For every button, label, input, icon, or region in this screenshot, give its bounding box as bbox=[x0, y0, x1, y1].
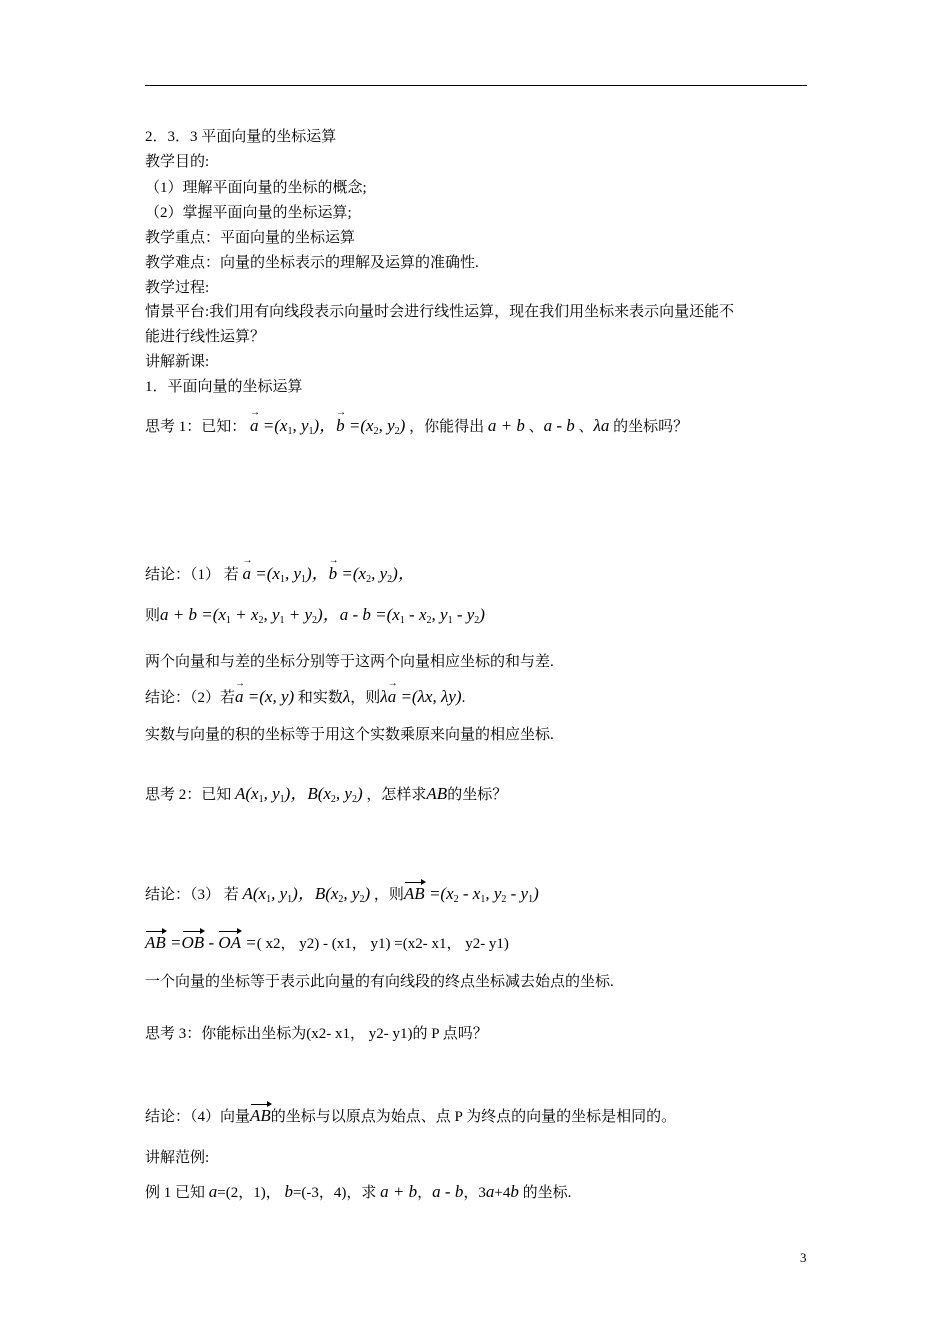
formula-points: $A(x_1$, $y_1$)，$B(x_2$, $y_2$) bbox=[235, 784, 363, 805]
example-1-lead: 例 1 已知 bbox=[145, 1185, 206, 1201]
think-2: 思考 2：已知 $A(x_1$, $y_1$)，$B(x_2$, $y_2$) ，怎样求AB的坐标？ bbox=[145, 784, 508, 805]
conclusion-2: 结论：（2）若→ a =(x, y) 和实数λ，则λ→ a =(λx, λy). bbox=[145, 687, 465, 708]
conclusion-4: 结论：（4）向量AB的坐标与以原点为始点、点 P 为终点的向量的坐标是相同的。 bbox=[145, 1106, 677, 1125]
scene-line-2: 能进行线性运算？ bbox=[145, 329, 266, 345]
goal-1: （1）理解平面向量的坐标的概念; bbox=[145, 180, 367, 196]
conclusion-1-result bbox=[145, 605, 485, 631]
conclusion-3 bbox=[145, 884, 539, 910]
scene-line-1: 情景平台:我们用有向线段表示向量时会进行线性运算，现在我们用坐标来表示向量还能不 bbox=[145, 304, 735, 320]
endpoint-statement: 一个向量的坐标等于表示此向量的有向线段的终点坐标减去始点的坐标. bbox=[145, 974, 614, 990]
ab-equation: AB =OB - OA =( x2， y2) - (x1， y1) =(x2- x1， y2- y1) bbox=[145, 933, 509, 952]
conclusion-2-lead: 结论：（2）若 bbox=[145, 690, 236, 706]
then-label: 则 bbox=[145, 608, 161, 624]
conclusion-1-lead: 结论：（1） 若 bbox=[145, 567, 239, 583]
conclusion-3-then: ，则 bbox=[373, 887, 404, 903]
product-statement: 实数与向量的积的坐标等于用这个实数乘原来向量的相应坐标. bbox=[145, 727, 554, 743]
think-1-tail: 的坐标吗？ bbox=[613, 419, 689, 435]
think-2-tail: 的坐标？ bbox=[447, 787, 508, 803]
page-number: 3 bbox=[800, 1250, 807, 1265]
header-rule bbox=[145, 85, 807, 86]
goal-2: （2）掌握平面向量的坐标运算; bbox=[145, 205, 352, 221]
formula-a-b-def: → $a =(x_1$, $y_1$)，→ $b =(x_2$, $y_2$) bbox=[250, 416, 405, 435]
formula-ab-vector: AB $=(x_2 - x_1$, $y_2 - y_1$) bbox=[403, 884, 539, 905]
think-1-lead: 思考 1：已知： bbox=[145, 419, 247, 435]
conclusion-4-lead: 结论：（4）向量 bbox=[145, 1109, 251, 1125]
example-1: 例 1 已知 a=(2，1)， b=(-3，4)，求 a + b，a - b，3a+4b 的坐标. bbox=[145, 1182, 572, 1201]
section-1-heading: 1．平面向量的坐标运算 bbox=[145, 379, 303, 395]
sum-diff-statement: 两个向量和与差的坐标分别等于这两个向量相应坐标的和与差. bbox=[145, 654, 554, 670]
example-1-tail: 的坐标. bbox=[522, 1185, 572, 1201]
formula-ops: a + b bbox=[487, 416, 525, 435]
conclusion-1 bbox=[145, 564, 415, 590]
key-point: 教学重点：平面向量的坐标运算 bbox=[145, 230, 356, 246]
formula-scalar: λ→ a =(λx, λy) bbox=[380, 687, 461, 706]
new-lesson-heading: 讲解新课: bbox=[145, 354, 210, 370]
formula-a-b-def-2: → $a =(x_1$, $y_1$)，→ $b =(x_2$, $y_2$)， bbox=[243, 564, 415, 583]
goal-heading: 教学目的: bbox=[145, 154, 210, 170]
formula-sum-diff: $a + b =(x_1 + x_2$, $y_1 + y_2$)，$a - b =(x_1 - x_2$, $y_1 - y_2$) bbox=[160, 605, 485, 626]
think-3: 思考 3：你能标出坐标为(x2- x1， y2- y1)的 P 点吗？ bbox=[145, 1026, 488, 1042]
conclusion-2-mid: 和实数 bbox=[297, 690, 343, 706]
ab-equation-tail: ( x2， y2) - (x1， y1) =(x2- x1， y2- y1) bbox=[256, 936, 509, 952]
lesson-title: 2．3．3 平面向量的坐标运算 bbox=[145, 129, 337, 145]
think-2-mid: ，怎样求 bbox=[366, 787, 427, 803]
example-1-b-val: =(-3，4)，求 bbox=[292, 1185, 377, 1201]
examples-heading: 讲解范例: bbox=[145, 1150, 210, 1166]
formula-points-2: $A(x_1$, $y_1$)，$B(x_2$, $y_2$) bbox=[242, 884, 371, 905]
think-1: 思考 1：已知： → $a =(x_1$, $y_1$)，→ $b =(x_2$, $y_2$) ，你能得出 a + b 、a - b 、λa 的坐标吗？ bbox=[145, 416, 688, 442]
conclusion-3-lead: 结论：（3） 若 bbox=[145, 887, 239, 903]
think-2-lead: 思考 2：已知 bbox=[145, 787, 232, 803]
conclusion-4-tail: 的坐标与以原点为始点、点 P 为终点的向量的坐标是相同的。 bbox=[270, 1109, 677, 1125]
difficulty: 教学难点：向量的坐标表示的理解及运算的准确性. bbox=[145, 255, 479, 271]
conclusion-2-then: ，则 bbox=[350, 690, 381, 706]
process-heading: 教学过程: bbox=[145, 280, 210, 296]
think-1-mid: ，你能得出 bbox=[409, 419, 485, 435]
example-1-a-val: =(2，1)， bbox=[217, 1185, 281, 1201]
